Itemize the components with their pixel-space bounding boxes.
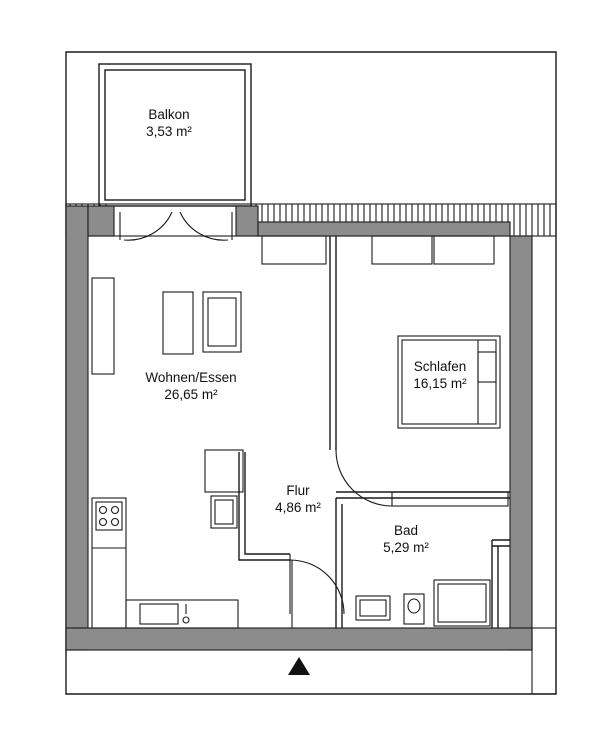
room-label-bad xyxy=(383,523,429,557)
room-area-flur: 4,86 m² xyxy=(275,500,321,515)
door-symbols xyxy=(120,212,392,628)
room-name-wohnen-essen: Wohnen/Essen xyxy=(145,370,237,386)
room-area-wohnen-essen: 26,65 m² xyxy=(164,387,218,402)
interior-walls xyxy=(239,236,510,628)
furniture-kitchen xyxy=(92,498,238,628)
room-label-schlafen xyxy=(413,359,466,393)
room-label-flur xyxy=(275,483,321,517)
room-label-wohnen-essen xyxy=(145,370,236,404)
entrance-arrow-icon xyxy=(288,657,310,675)
room-name-schlafen: Schlafen xyxy=(413,359,467,375)
room-label-balkon xyxy=(146,107,192,141)
room-area-schlafen: 16,15 m² xyxy=(413,376,467,391)
room-name-bad: Bad xyxy=(393,523,419,539)
room-name-balkon: Balkon xyxy=(148,107,190,123)
room-area-balkon: 3,53 m² xyxy=(146,124,192,139)
window-symbols xyxy=(66,236,556,694)
building-outline xyxy=(66,52,556,694)
room-name-flur: Flur xyxy=(286,483,310,499)
furniture-bathroom xyxy=(356,580,490,626)
room-area-bad: 5,29 m² xyxy=(383,540,429,555)
